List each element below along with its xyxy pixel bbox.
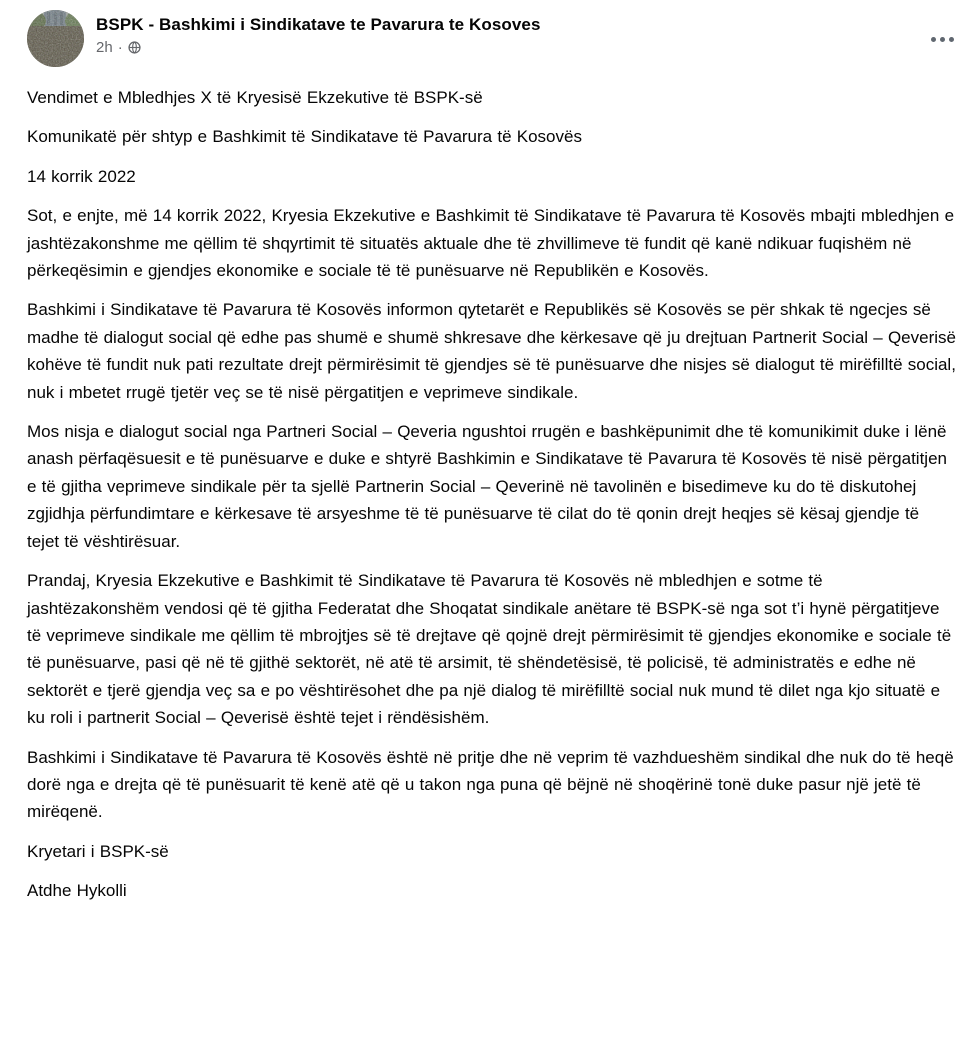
more-options-button[interactable] xyxy=(924,24,960,54)
post-paragraph: Kryetari i BSPK-së xyxy=(27,841,169,861)
post-paragraph: Vendimet e Mbledhjes X të Kryesisë Ekzekutive të BSPK-së xyxy=(27,88,483,107)
post-paragraph: Bashkimi i Sindikatave të Pavarura të Kosovës informon qytetarët e Republikës së Kosovës se për shkak të ngecjes së madhe të dialogut social që edhe pas shumë e shumë shkresave dhe kërkesave që ju drejtuan Partnerit Social – Qeverisë kohëve të fundit nuk pati rezultate drejt përmirësimit të gjendjes së të punësuarve dhe nisjes së dialogut të mirëfilltë social, nuk i mbetet rrugë tjetër veç se të nisë përgatitjen e veprimeve sindikale. xyxy=(27,300,956,402)
three-dots-icon xyxy=(931,37,936,42)
post-paragraph: 14 korrik 2022 xyxy=(27,166,136,186)
post-paragraph: Bashkimi i Sindikatave të Pavarura të Kosovës është në pritje dhe në veprim të vazhdueshëm sindikal dhe nuk do të heqë dorë nga e drejta që të punësuarit të kenë atë që u takon nga puna që bëjnë në shoqërinë tonë duke pasur një jetë të mirëqenë. xyxy=(27,747,954,822)
post-text xyxy=(27,84,956,905)
post-paragraph: Atdhe Hykolli xyxy=(27,881,127,901)
header-info xyxy=(96,10,541,55)
globe-icon xyxy=(128,41,141,54)
page-name-link[interactable]: BSPK - Bashkimi i Sindikatave te Pavarura te Kosoves xyxy=(96,15,541,34)
page-avatar[interactable] xyxy=(27,10,84,67)
meta-separator: · xyxy=(117,39,123,57)
post-paragraph: Sot, e enjte, më 14 korrik 2022, Kryesia Ekzekutive e Bashkimit të Sindikatave të Pavarura të Kosovës mbajti mbledhjen e jashtëzakonshme me qëllim të shqyrtimit të situatës aktuale dhe të zhvillimeve të fundit që kanë ndikuar fuqishëm në përkeqësimin e gjendjes ekonomike e sociale të të punësuarve në Republikën e Kosovës. xyxy=(27,206,955,281)
timestamp-link[interactable]: 2h xyxy=(96,39,113,57)
crowd-photo-icon xyxy=(27,10,84,67)
post-meta xyxy=(96,40,541,55)
post-paragraph: Komunikatë për shtyp e Bashkimit të Sindikatave të Pavarura të Kosovës xyxy=(27,127,582,147)
post-paragraph: Mos nisja e dialogut social nga Partneri Social – Qeveria ngushtoi rrugën e bashkëpunimit dhe të komunikimit duke i lënë anash përfaqësuesit e të punësuarve e duke e shtyrë Bashkimin e Sindikatave të Pavarura të Kosovës të nisë përgatitjen e të gjitha veprimeve sindikale për ta sjellë Partnerin Social – Qeverinë në tavolinën e bisedimeve ku do të diskutohej zgjidhja përfundimtare e kërkesave të arsyeshme të të punësuarve të cilat do të qonin drejt heqjes së kësaj gjendje të tejet të vështirësuar. xyxy=(27,422,947,551)
post-header xyxy=(27,10,956,67)
post-paragraph: Prandaj, Kryesia Ekzekutive e Bashkimit të Sindikatave të Pavarura të Kosovës në mbledhjen e sotme të jashtëzakonshëm vendosi që të gjitha Federatat dhe Shoqatat sindikale anëtare të BSPK-së nga sot t’i hynë përgatitjeve të veprimeve sindikale me qëllim të mbrojtjes së të drejtave që qojnë drejt përmirësimit të gjendjes ekonomike e sociale të të punësuarve, pasi që në të gjithë sektorët, në atë të arsimit, të shëndetësisë, të policisë, të administratës e edhe në sektorët e tjerë gjendja veç sa e po vështirësohet dhe pa një dialog të mirëfilltë social nuk mund të dilet nga kjo situatë e ku roli i partnerit Social – Qeverisë është tejet i rëndësishëm. xyxy=(27,571,952,728)
